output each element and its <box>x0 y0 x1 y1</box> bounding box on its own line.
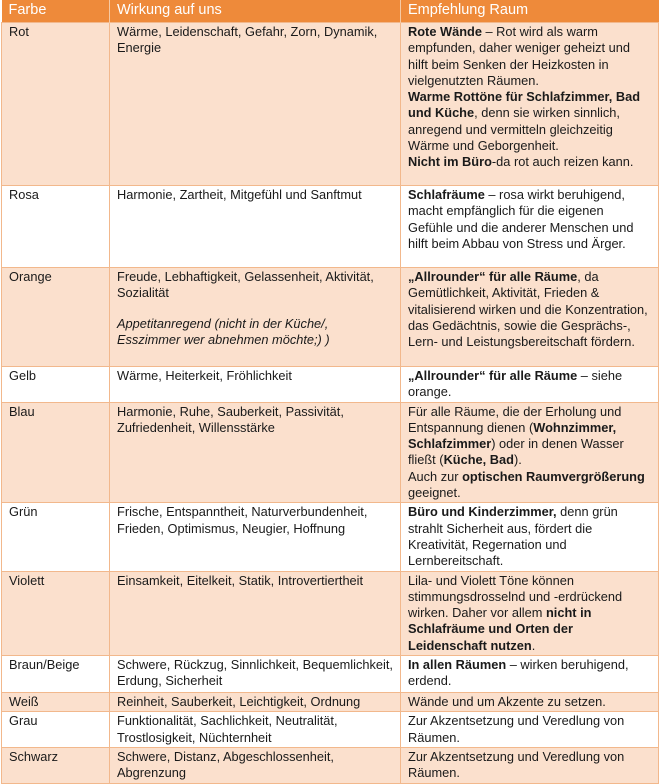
cell-empfehlung <box>401 23 659 186</box>
cell-empfehlung: Wände und um Akzente zu setzen. <box>401 693 659 712</box>
cell-wirkung: Frische, Entspanntheit, Naturverbundenheit, Frieden, Optimismus, Neugier, Hoffnung <box>110 503 401 571</box>
emphasis: Küche, Bad <box>443 452 514 468</box>
cell-empfehlung <box>401 268 659 367</box>
emphasis: Wohnzimmer, Schlafzimmer <box>408 419 617 452</box>
emphasis: Nicht im Büro <box>408 154 492 170</box>
table-row <box>2 268 659 367</box>
table-row <box>2 186 659 268</box>
text: Freude, Lebhaftigkeit, Gelassenheit, Aktivität, Sozialität <box>117 269 374 301</box>
cell-empfehlung <box>401 503 659 571</box>
table-row <box>2 656 659 693</box>
cell-wirkung: Funktionalität, Sachlichkeit, Neutralität, Trostlosigkeit, Nüchternheit <box>110 712 401 748</box>
emphasis: nicht in Schlafräume und Orten der Leidenschaft nutzen <box>408 605 592 653</box>
text: ) oder in denen Wasser fließt ( <box>408 436 624 468</box>
table-row <box>2 367 659 403</box>
emphasis: „Allrounder“ für alle Räume <box>408 368 578 383</box>
header-wirkung: Wirkung auf uns <box>110 0 401 23</box>
cell-farbe: Grau <box>2 712 110 748</box>
cell-wirkung: Reinheit, Sauberkeit, Leichtigkeit, Ordnung <box>110 693 401 712</box>
text: – wirken beruhigend, erdend. <box>408 657 629 689</box>
text: , denn sie wirken sinnlich, anregend und vermitteln gleichzeitig Wärme und Geborgenheit. <box>408 105 620 154</box>
cell-farbe: Gelb <box>2 367 110 403</box>
emphasis: optischen Raumvergrößerung <box>462 468 645 484</box>
cell-empfehlung: Zur Akzentsetzung und Veredlung von Räumen. <box>401 747 659 783</box>
text: denn grün strahlt Sicherheit aus, fördert die Kreativität, Regernation und Lernbereitschaft. <box>408 504 618 569</box>
emphasis: In allen Räumen <box>408 657 507 673</box>
emphasis: Schlafräume <box>408 187 485 202</box>
table-row <box>2 503 659 571</box>
text: – Rot wird als warm empfunden, daher weniger geheizt und hilft beim Senken der Heizkosten in vielgenutzten Räumen. <box>408 24 630 88</box>
table-row <box>2 23 659 186</box>
emphasis: Rote Wände <box>408 24 482 39</box>
table-row <box>2 747 659 783</box>
text: geeignet. <box>408 485 461 501</box>
cell-wirkung: Harmonie, Zartheit, Mitgefühl und Sanftmut <box>110 186 401 268</box>
cell-empfehlung <box>401 367 659 403</box>
cell-wirkung: Einsamkeit, Eitelkeit, Statik, Introvertiertheit <box>110 571 401 655</box>
table-row <box>2 402 659 503</box>
header-farbe: Farbe <box>2 0 110 23</box>
text: , da Gemütlichkeit, Aktivität, Frieden & vitalisierend wirken und die Konzentration, das Gedächtnis, sowie die Gesprächs-, Lern- und Leistungsbereitschaft fördern. <box>408 269 648 350</box>
table-row <box>2 693 659 712</box>
text: . <box>531 637 536 653</box>
cell-wirkung: Wärme, Heiterkeit, Fröhlichkeit <box>110 367 401 403</box>
cell-empfehlung <box>401 571 659 655</box>
cell-farbe: Rosa <box>2 186 110 268</box>
cell-farbe: Blau <box>2 402 110 503</box>
color-table <box>1 0 659 784</box>
text: ). <box>513 452 522 468</box>
emphasis: „Allrounder“ für alle Räume <box>408 269 578 284</box>
table-row <box>2 571 659 655</box>
cell-farbe: Braun/Beige <box>2 656 110 693</box>
cell-farbe: Schwarz <box>2 747 110 783</box>
cell-farbe: Rot <box>2 23 110 186</box>
emphasis: Warme Rottöne für Schlafzimmer, Bad und Küche <box>408 89 641 121</box>
emphasis: Büro und Kinderzimmer, <box>408 504 557 520</box>
text: – siehe orange. <box>408 368 623 400</box>
text: Für alle Räume, die der Erholung und Entspannung dienen ( <box>408 403 622 435</box>
cell-empfehlung: Zur Akzentsetzung und Veredlung von Räumen. <box>401 712 659 748</box>
cell-empfehlung <box>401 656 659 693</box>
cell-wirkung <box>110 268 401 367</box>
table-row <box>2 712 659 748</box>
text: Lila- und Violett Töne können stimmungsdrosselnd und -erdrückend wirken. Daher vor allem <box>408 572 623 621</box>
cell-wirkung: Schwere, Distanz, Abgeschlossenheit, Abgrenzung <box>110 747 401 783</box>
cell-wirkung: Schwere, Rückzug, Sinnlichkeit, Bequemlichkeit, Erdung, Sicherheit <box>110 656 401 693</box>
text-italic: Appetitanregend (nicht in der Küche/, Esszimmer wer abnehmen möchte;) ) <box>117 315 330 347</box>
text: Auch zur <box>408 468 463 484</box>
cell-empfehlung <box>401 402 659 503</box>
cell-farbe: Grün <box>2 503 110 571</box>
cell-wirkung: Wärme, Leidenschaft, Gefahr, Zorn, Dynamik, Energie <box>110 23 401 186</box>
cell-farbe: Weiß <box>2 693 110 712</box>
cell-farbe: Violett <box>2 571 110 655</box>
cell-wirkung: Harmonie, Ruhe, Sauberkeit, Passivität, Zufriedenheit, Willensstärke <box>110 402 401 503</box>
text: -da rot auch reizen kann. <box>491 154 634 170</box>
header-row <box>2 0 659 23</box>
cell-farbe: Orange <box>2 268 110 367</box>
cell-empfehlung <box>401 186 659 268</box>
text: – rosa wirkt beruhigend, macht empfänglich für die eigenen Gefühle und die anderer Menschen und hilft beim Abbau von Stress und Ärger. <box>408 187 634 251</box>
header-empfehlung: Empfehlung Raum <box>401 0 659 23</box>
